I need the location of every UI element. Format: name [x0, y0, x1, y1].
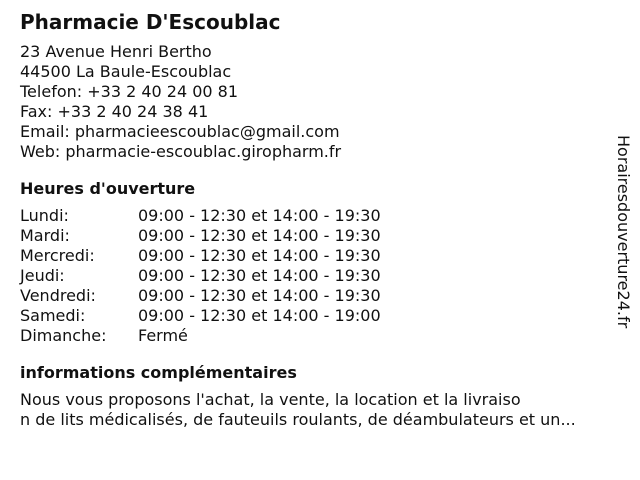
pharmacy-card — [20, 8, 610, 430]
hours-row-wednesday — [20, 246, 610, 266]
info-text-line-1: Nous vous proposons l'achat, la vente, la location et la livraiso — [20, 390, 521, 409]
pharmacy-name: Pharmacie D'Escoublac — [20, 10, 281, 34]
hours-time: 09:00 - 12:30 et 14:00 - 19:30 — [138, 206, 381, 225]
info-description — [20, 390, 610, 430]
fax-number: Fax: +33 2 40 24 38 41 — [20, 102, 209, 121]
hours-day: Mardi: — [20, 226, 70, 245]
hours-row-saturday — [20, 306, 610, 326]
hours-time: Fermé — [138, 326, 188, 345]
hours-time: 09:00 - 12:30 et 14:00 - 19:30 — [138, 266, 381, 285]
info-text-line-2: n de lits médicalisés, de fauteuils roulants, de déambulateurs et un... — [20, 410, 576, 429]
hours-heading: Heures d'ouverture — [20, 179, 196, 198]
hours-row-thursday — [20, 266, 610, 286]
hours-time: 09:00 - 12:30 et 14:00 - 19:00 — [138, 306, 381, 325]
hours-day: Mercredi: — [20, 246, 95, 265]
phone-number: Telefon: +33 2 40 24 00 81 — [20, 82, 239, 101]
site-watermark-label: Horairesdouverture24.fr — [614, 135, 633, 329]
hours-day: Lundi: — [20, 206, 69, 225]
hours-day: Jeudi: — [20, 266, 65, 285]
hours-time: 09:00 - 12:30 et 14:00 - 19:30 — [138, 226, 381, 245]
address-line-1: 23 Avenue Henri Bertho — [20, 42, 212, 61]
hours-time: 09:00 - 12:30 et 14:00 - 19:30 — [138, 286, 381, 305]
opening-hours-list — [20, 206, 610, 346]
hours-time: 09:00 - 12:30 et 14:00 - 19:30 — [138, 246, 381, 265]
hours-row-monday — [20, 206, 610, 226]
info-heading: informations complémentaires — [20, 363, 297, 382]
hours-day: Samedi: — [20, 306, 86, 325]
website: Web: pharmacie-escoublac.giropharm.fr — [20, 142, 342, 161]
hours-row-tuesday — [20, 226, 610, 246]
hours-day: Vendredi: — [20, 286, 96, 305]
hours-row-friday — [20, 286, 610, 306]
address-line-2: 44500 La Baule-Escoublac — [20, 62, 232, 81]
hours-day: Dimanche: — [20, 326, 107, 345]
email-address: Email: pharmacieescoublac@gmail.com — [20, 122, 340, 141]
hours-row-sunday — [20, 326, 610, 346]
